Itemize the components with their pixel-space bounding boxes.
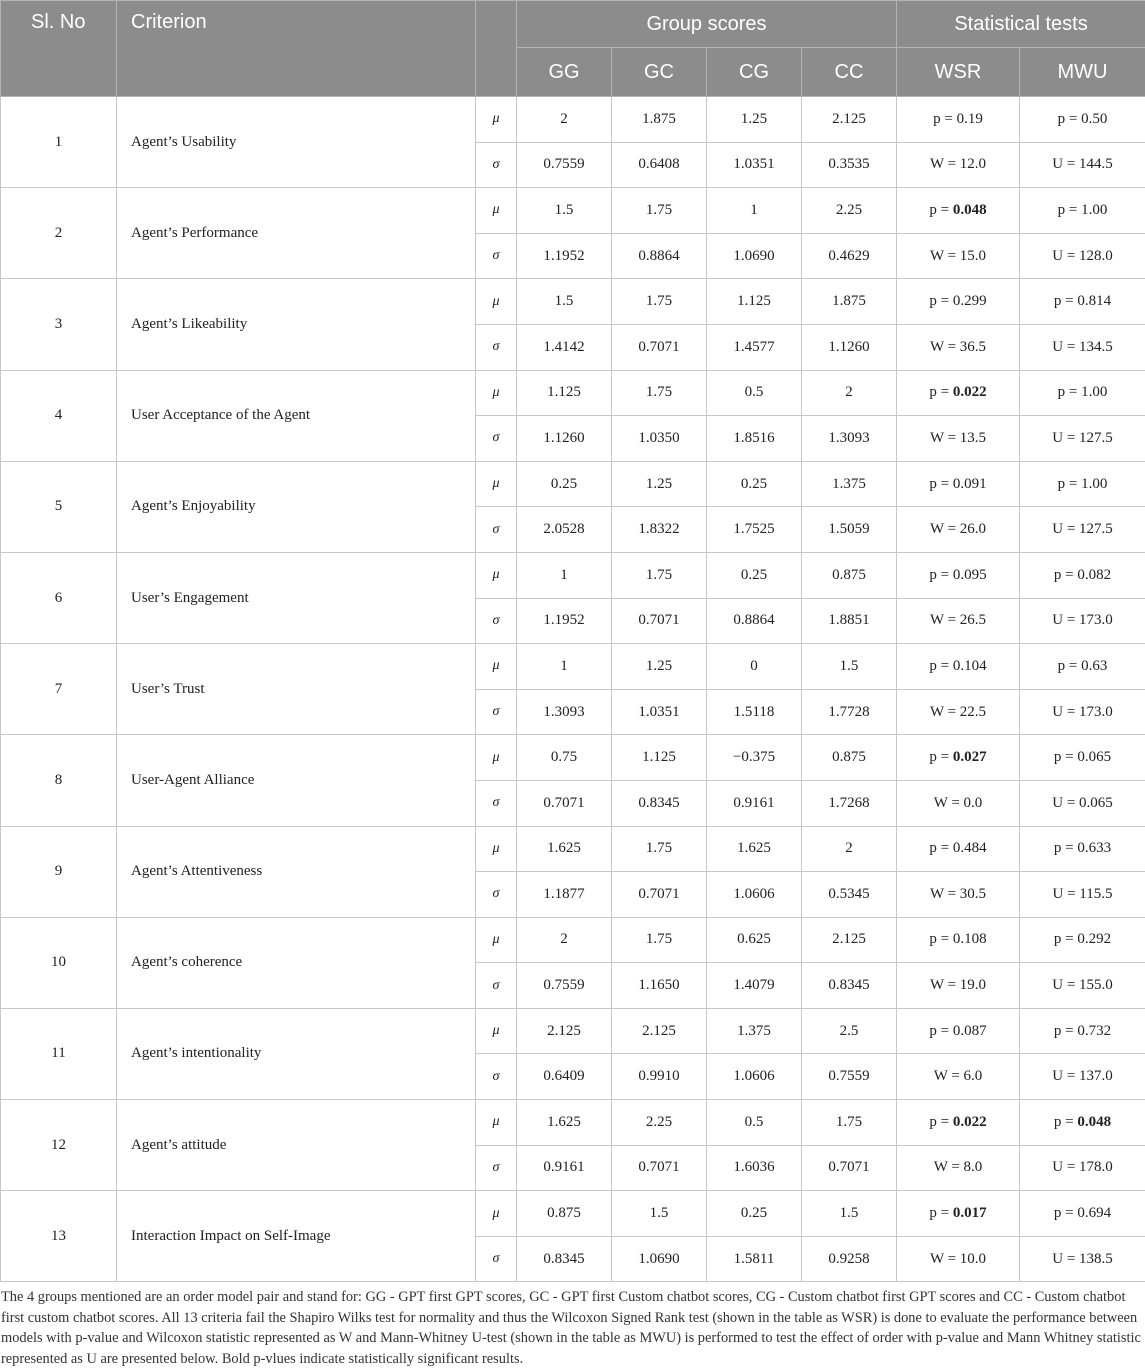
group-mean-cell: 1.625 [707, 826, 802, 872]
wsr-w-statistic: W = 0.0 [897, 780, 1020, 826]
mean-symbol: μ [476, 1100, 517, 1146]
group-sd-cell: 0.7071 [612, 1145, 707, 1191]
wsr-p-value: p = 0.108 [897, 917, 1020, 963]
group-mean-cell: 0 [707, 644, 802, 690]
wsr-p-value: p = 0.087 [897, 1008, 1020, 1054]
group-sd-cell: 1.7728 [802, 689, 897, 735]
group-mean-cell: 1.625 [517, 1100, 612, 1146]
group-sd-cell: 1.4079 [707, 963, 802, 1009]
row-criterion: User’s Trust [117, 644, 476, 735]
group-mean-cell: 1.75 [612, 917, 707, 963]
mwu-p-value: p = 0.694 [1020, 1191, 1145, 1237]
table-row-mean [1, 461, 1145, 507]
mean-symbol: μ [476, 644, 517, 690]
wsr-p-value: p = 0.095 [897, 552, 1020, 598]
wsr-p-value: p = 0.027 [897, 735, 1020, 781]
mwu-u-statistic: U = 127.5 [1020, 416, 1145, 462]
significant-p-value: 0.048 [952, 201, 987, 218]
group-mean-cell: 0.75 [517, 735, 612, 781]
group-mean-cell: 1 [517, 644, 612, 690]
sd-symbol: σ [476, 507, 517, 553]
group-sd-cell: 1.4577 [707, 324, 802, 370]
table-row-mean [1, 826, 1145, 872]
row-criterion: User Acceptance of the Agent [117, 370, 476, 461]
significant-p-value: 0.022 [952, 1113, 987, 1130]
sd-symbol: σ [476, 1236, 517, 1282]
group-sd-cell: 1.8516 [707, 416, 802, 462]
mwu-u-statistic: U = 0.065 [1020, 780, 1145, 826]
mwu-p-value: p = 0.633 [1020, 826, 1145, 872]
mwu-p-value: p = 0.732 [1020, 1008, 1145, 1054]
row-sl-no: 2 [1, 188, 117, 279]
mwu-u-statistic: U = 115.5 [1020, 872, 1145, 918]
wsr-w-statistic: W = 26.5 [897, 598, 1020, 644]
table-row-mean [1, 1008, 1145, 1054]
mwu-u-statistic: U = 155.0 [1020, 963, 1145, 1009]
group-sd-cell: 1.1260 [802, 324, 897, 370]
group-sd-cell: 0.7071 [612, 324, 707, 370]
group-sd-cell: 0.5345 [802, 872, 897, 918]
group-sd-cell: 1.6036 [707, 1145, 802, 1191]
wsr-w-statistic: W = 15.0 [897, 233, 1020, 279]
table-row-mean [1, 188, 1145, 234]
group-mean-cell: 1.125 [612, 735, 707, 781]
sd-symbol: σ [476, 872, 517, 918]
sd-symbol: σ [476, 689, 517, 735]
group-sd-cell: 1.5118 [707, 689, 802, 735]
group-mean-cell: 1.375 [802, 461, 897, 507]
group-sd-cell: 0.9161 [517, 1145, 612, 1191]
group-sd-cell: 1.3093 [517, 689, 612, 735]
group-sd-cell: 0.7071 [612, 598, 707, 644]
table-row-mean [1, 552, 1145, 598]
header-group-gc: GC [612, 48, 707, 97]
row-criterion: Agent’s Usability [117, 97, 476, 188]
mwu-u-statistic: U = 138.5 [1020, 1236, 1145, 1282]
table-row-mean [1, 370, 1145, 416]
group-mean-cell: 2 [802, 826, 897, 872]
group-mean-cell: 0.25 [707, 552, 802, 598]
mean-symbol: μ [476, 917, 517, 963]
group-sd-cell: 1.0350 [612, 416, 707, 462]
group-mean-cell: 2 [517, 97, 612, 143]
table-body [1, 97, 1145, 1282]
wsr-p-value: p = 0.299 [897, 279, 1020, 325]
sd-symbol: σ [476, 1054, 517, 1100]
wsr-w-statistic: W = 22.5 [897, 689, 1020, 735]
group-sd-cell: 1.1952 [517, 598, 612, 644]
mwu-p-value: p = 0.048 [1020, 1100, 1145, 1146]
group-mean-cell: 0.25 [707, 461, 802, 507]
group-sd-cell: 1.1877 [517, 872, 612, 918]
group-sd-cell: 0.6409 [517, 1054, 612, 1100]
group-mean-cell: 2.25 [802, 188, 897, 234]
header-stat-blank [476, 1, 517, 97]
group-sd-cell: 1.8851 [802, 598, 897, 644]
row-criterion: User-Agent Alliance [117, 735, 476, 826]
group-sd-cell: 1.0690 [612, 1236, 707, 1282]
group-sd-cell: 0.7559 [802, 1054, 897, 1100]
group-mean-cell: 0.875 [802, 735, 897, 781]
group-mean-cell: 2.125 [802, 97, 897, 143]
mean-symbol: μ [476, 370, 517, 416]
group-mean-cell: 1.25 [612, 644, 707, 690]
wsr-w-statistic: W = 10.0 [897, 1236, 1020, 1282]
group-mean-cell: 0.875 [517, 1191, 612, 1237]
mean-symbol: μ [476, 188, 517, 234]
wsr-w-statistic: W = 30.5 [897, 872, 1020, 918]
wsr-w-statistic: W = 26.0 [897, 507, 1020, 553]
group-sd-cell: 0.8345 [802, 963, 897, 1009]
wsr-w-statistic: W = 13.5 [897, 416, 1020, 462]
wsr-p-value: p = 0.022 [897, 370, 1020, 416]
row-sl-no: 3 [1, 279, 117, 370]
header-statistical-tests: Statistical tests [897, 1, 1145, 48]
row-sl-no: 10 [1, 917, 117, 1008]
row-criterion: Agent’s Enjoyability [117, 461, 476, 552]
wsr-p-value: p = 0.091 [897, 461, 1020, 507]
group-sd-cell: 1.0606 [707, 872, 802, 918]
row-criterion: Agent’s Attentiveness [117, 826, 476, 917]
group-sd-cell: 2.0528 [517, 507, 612, 553]
row-sl-no: 4 [1, 370, 117, 461]
mean-symbol: μ [476, 735, 517, 781]
mwu-p-value: p = 0.065 [1020, 735, 1145, 781]
mwu-u-statistic: U = 128.0 [1020, 233, 1145, 279]
mwu-u-statistic: U = 137.0 [1020, 1054, 1145, 1100]
row-sl-no: 6 [1, 552, 117, 643]
group-sd-cell: 0.6408 [612, 142, 707, 188]
table-row-mean [1, 1191, 1145, 1237]
table-footnote: The 4 groups mentioned are an order model pair and stand for: GG - GPT first GPT scores, GC - GPT first Custom chatbot scores, CG - Custom chatbot first GPT scores and CC - Custom chatbot first custom chatbot scores. All 13 criteria fail the Shapiro Wilks test for normality and thus the Wilcoxon Signed Rank test (shown in the table as WSR) is done to evaluate the performance between models with p-value and Wilcoxon statistic represented as W and Mann-Whitney U-test (shown in the table as MWU) is performed to test the effect of order with p-value and Mann Whitney statistic represented as U are presented below. Bold p-vlues indicate statistically significant results. [1, 1289, 1141, 1367]
group-mean-cell: 0.25 [707, 1191, 802, 1237]
mean-symbol: μ [476, 1008, 517, 1054]
wsr-p-value: p = 0.022 [897, 1100, 1020, 1146]
group-mean-cell: 1.5 [517, 279, 612, 325]
group-sd-cell: 1.8322 [612, 507, 707, 553]
group-sd-cell: 1.0690 [707, 233, 802, 279]
header-group-cg: CG [707, 48, 802, 97]
group-mean-cell: 2.25 [612, 1100, 707, 1146]
row-sl-no: 11 [1, 1008, 117, 1099]
header-test-mwu: MWU [1020, 48, 1145, 97]
row-criterion: User’s Engagement [117, 552, 476, 643]
group-mean-cell: 1.75 [802, 1100, 897, 1146]
sd-symbol: σ [476, 1145, 517, 1191]
mean-symbol: μ [476, 461, 517, 507]
row-criterion: Agent’s coherence [117, 917, 476, 1008]
row-criterion: Agent’s Performance [117, 188, 476, 279]
table-row-mean [1, 1100, 1145, 1146]
mwu-u-statistic: U = 178.0 [1020, 1145, 1145, 1191]
group-sd-cell: 1.5811 [707, 1236, 802, 1282]
row-criterion: Agent’s Likeability [117, 279, 476, 370]
header-criterion: Criterion [117, 1, 476, 97]
group-mean-cell: 0.5 [707, 370, 802, 416]
mwu-p-value: p = 1.00 [1020, 461, 1145, 507]
group-mean-cell: 1.375 [707, 1008, 802, 1054]
row-criterion: Agent’s attitude [117, 1100, 476, 1191]
group-sd-cell: 1.7525 [707, 507, 802, 553]
group-mean-cell: 1.125 [517, 370, 612, 416]
group-sd-cell: 0.7559 [517, 142, 612, 188]
group-sd-cell: 0.8864 [612, 233, 707, 279]
group-sd-cell: 1.1650 [612, 963, 707, 1009]
group-mean-cell: 1.25 [707, 97, 802, 143]
group-mean-cell: 1.875 [802, 279, 897, 325]
row-criterion: Interaction Impact on Self-Image [117, 1191, 476, 1282]
group-sd-cell: 0.9258 [802, 1236, 897, 1282]
row-sl-no: 7 [1, 644, 117, 735]
group-mean-cell: 1.5 [612, 1191, 707, 1237]
wsr-w-statistic: W = 8.0 [897, 1145, 1020, 1191]
group-sd-cell: 1.3093 [802, 416, 897, 462]
table-row-mean [1, 97, 1145, 143]
wsr-w-statistic: W = 12.0 [897, 142, 1020, 188]
mean-symbol: μ [476, 1191, 517, 1237]
mean-symbol: μ [476, 826, 517, 872]
group-mean-cell: 1.5 [517, 188, 612, 234]
group-sd-cell: 1.4142 [517, 324, 612, 370]
wsr-p-value: p = 0.484 [897, 826, 1020, 872]
group-sd-cell: 1.0351 [707, 142, 802, 188]
row-sl-no: 8 [1, 735, 117, 826]
wsr-w-statistic: W = 6.0 [897, 1054, 1020, 1100]
mwu-u-statistic: U = 173.0 [1020, 598, 1145, 644]
group-sd-cell: 0.8345 [612, 780, 707, 826]
group-mean-cell: 2.125 [517, 1008, 612, 1054]
table-row-mean [1, 279, 1145, 325]
group-mean-cell: 2.5 [802, 1008, 897, 1054]
group-mean-cell: 1.25 [612, 461, 707, 507]
group-mean-cell: 1.875 [612, 97, 707, 143]
row-sl-no: 13 [1, 1191, 117, 1282]
group-mean-cell: 1.75 [612, 370, 707, 416]
group-mean-cell: 0.875 [802, 552, 897, 598]
sd-symbol: σ [476, 233, 517, 279]
group-mean-cell: −0.375 [707, 735, 802, 781]
sd-symbol: σ [476, 963, 517, 1009]
mwu-p-value: p = 0.292 [1020, 917, 1145, 963]
mwu-u-statistic: U = 144.5 [1020, 142, 1145, 188]
wsr-p-value: p = 0.104 [897, 644, 1020, 690]
group-mean-cell: 1.75 [612, 552, 707, 598]
group-sd-cell: 1.1260 [517, 416, 612, 462]
mwu-p-value: p = 1.00 [1020, 188, 1145, 234]
mwu-p-value: p = 0.50 [1020, 97, 1145, 143]
header-group-scores: Group scores [517, 1, 897, 48]
group-sd-cell: 1.0351 [612, 689, 707, 735]
wsr-w-statistic: W = 19.0 [897, 963, 1020, 1009]
table-header [1, 1, 1145, 97]
sd-symbol: σ [476, 780, 517, 826]
sd-symbol: σ [476, 324, 517, 370]
mwu-u-statistic: U = 127.5 [1020, 507, 1145, 553]
row-sl-no: 1 [1, 97, 117, 188]
significant-p-value: 0.027 [952, 749, 987, 766]
group-mean-cell: 1.625 [517, 826, 612, 872]
group-mean-cell: 0.25 [517, 461, 612, 507]
header-test-wsr: WSR [897, 48, 1020, 97]
group-sd-cell: 1.0606 [707, 1054, 802, 1100]
group-mean-cell: 0.5 [707, 1100, 802, 1146]
table-row-mean [1, 917, 1145, 963]
significant-p-value: 0.017 [952, 1205, 987, 1222]
group-mean-cell: 1.5 [802, 644, 897, 690]
mean-symbol: μ [476, 552, 517, 598]
significant-p-value: 0.048 [1077, 1113, 1112, 1130]
group-mean-cell: 2.125 [802, 917, 897, 963]
group-sd-cell: 0.3535 [802, 142, 897, 188]
group-sd-cell: 0.8345 [517, 1236, 612, 1282]
sd-symbol: σ [476, 416, 517, 462]
mwu-p-value: p = 0.814 [1020, 279, 1145, 325]
group-sd-cell: 0.7559 [517, 963, 612, 1009]
group-sd-cell: 1.7268 [802, 780, 897, 826]
wsr-p-value: p = 0.19 [897, 97, 1020, 143]
mwu-p-value: p = 1.00 [1020, 370, 1145, 416]
group-sd-cell: 1.5059 [802, 507, 897, 553]
row-sl-no: 12 [1, 1100, 117, 1191]
group-mean-cell: 1.5 [802, 1191, 897, 1237]
group-mean-cell: 0.625 [707, 917, 802, 963]
sd-symbol: σ [476, 598, 517, 644]
group-sd-cell: 0.8864 [707, 598, 802, 644]
group-sd-cell: 0.9161 [707, 780, 802, 826]
mwu-p-value: p = 0.082 [1020, 552, 1145, 598]
group-sd-cell: 0.4629 [802, 233, 897, 279]
row-sl-no: 5 [1, 461, 117, 552]
sd-symbol: σ [476, 142, 517, 188]
group-mean-cell: 1.75 [612, 188, 707, 234]
header-sl-no: Sl. No [1, 1, 117, 97]
group-mean-cell: 2 [802, 370, 897, 416]
wsr-w-statistic: W = 36.5 [897, 324, 1020, 370]
wsr-p-value: p = 0.048 [897, 188, 1020, 234]
group-mean-cell: 1 [517, 552, 612, 598]
group-sd-cell: 0.7071 [517, 780, 612, 826]
group-sd-cell: 1.1952 [517, 233, 612, 279]
row-sl-no: 9 [1, 826, 117, 917]
group-mean-cell: 1.125 [707, 279, 802, 325]
mwu-u-statistic: U = 134.5 [1020, 324, 1145, 370]
group-mean-cell: 2 [517, 917, 612, 963]
mwu-u-statistic: U = 173.0 [1020, 689, 1145, 735]
header-group-gg: GG [517, 48, 612, 97]
group-mean-cell: 2.125 [612, 1008, 707, 1054]
mwu-p-value: p = 0.63 [1020, 644, 1145, 690]
row-criterion: Agent’s intentionality [117, 1008, 476, 1099]
mean-symbol: μ [476, 97, 517, 143]
group-sd-cell: 0.9910 [612, 1054, 707, 1100]
group-mean-cell: 1.75 [612, 826, 707, 872]
table-row-mean [1, 735, 1145, 781]
header-group-cc: CC [802, 48, 897, 97]
significant-p-value: 0.022 [952, 384, 987, 401]
group-sd-cell: 0.7071 [612, 872, 707, 918]
group-sd-cell: 0.7071 [802, 1145, 897, 1191]
table-row-mean [1, 644, 1145, 690]
group-mean-cell: 1 [707, 188, 802, 234]
mean-symbol: μ [476, 279, 517, 325]
group-mean-cell: 1.75 [612, 279, 707, 325]
wsr-p-value: p = 0.017 [897, 1191, 1020, 1237]
